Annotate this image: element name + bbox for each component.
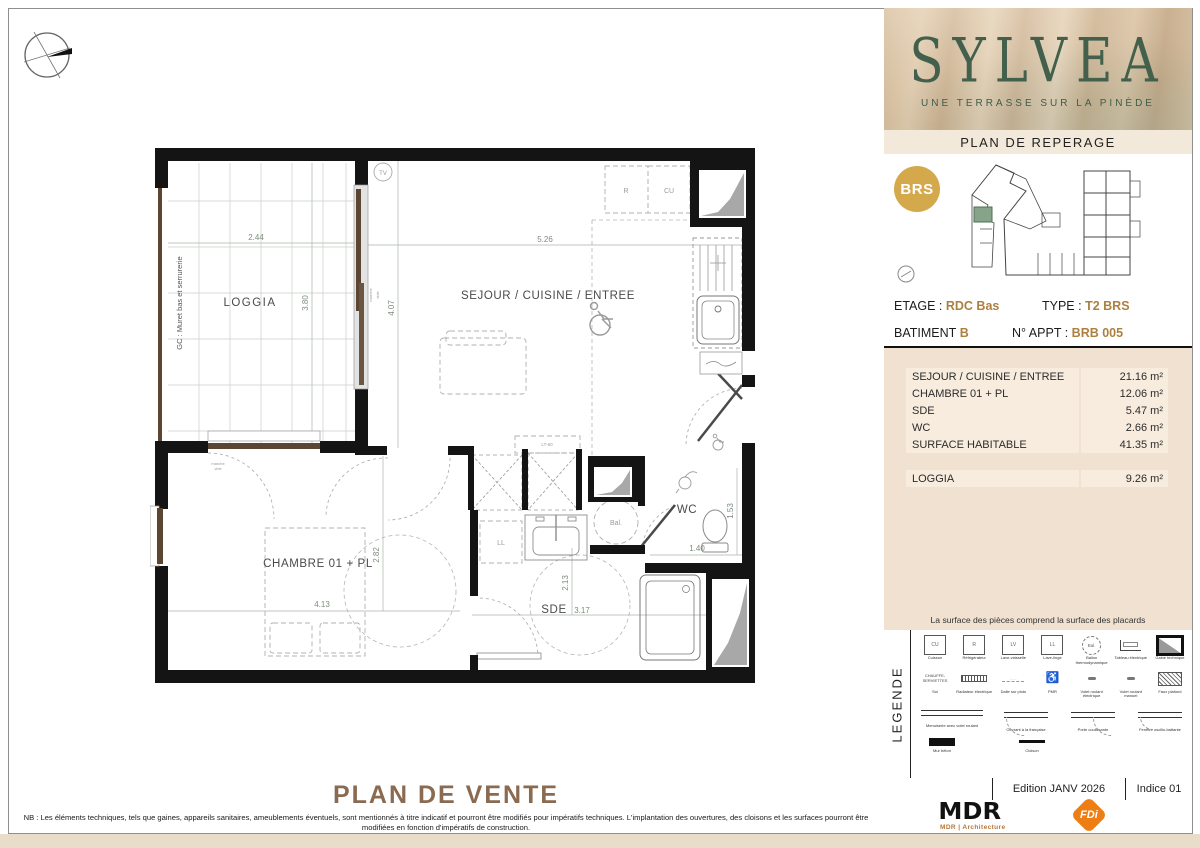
table-row — [906, 436, 1168, 453]
vide-note-2: vide — [214, 466, 222, 471]
row-label: CHAMBRE 01 + PL — [906, 385, 1079, 402]
table-row — [906, 368, 1168, 385]
table-row — [906, 419, 1168, 436]
label-wc: WC — [676, 504, 698, 516]
heater-label: Bal. — [609, 520, 623, 527]
row-label: WC — [906, 419, 1079, 436]
legend-item: Volet roulant manuel — [1113, 669, 1149, 700]
legend-item: Menuiserie avec volet roulant — [917, 703, 987, 733]
batiment-label: BATIMENT — [894, 325, 957, 340]
legend-item: CU Cuisson — [917, 635, 953, 666]
batiment-row — [884, 319, 1192, 348]
gaine-top-right — [699, 170, 746, 218]
dim-chambre-w: 4.13 — [314, 600, 330, 609]
row-value: 9.26 m² — [1081, 470, 1168, 487]
zone-dashes — [344, 220, 690, 655]
dim-sejour-h: 4.07 — [387, 300, 396, 316]
legend-item: Ouvrant à la française — [998, 703, 1054, 733]
table-row — [906, 402, 1168, 419]
bed — [265, 528, 365, 656]
dim-wc-w: 1.40 — [689, 544, 705, 553]
kitchen-sink — [693, 238, 742, 348]
brand-header — [884, 8, 1192, 131]
pillow — [320, 623, 360, 653]
dim-sde-h: 2.13 — [561, 575, 570, 591]
row-label: SURFACE HABITABLE — [906, 436, 1079, 453]
gaine-middle — [588, 462, 638, 502]
row-value: 2.66 m² — [1081, 419, 1168, 436]
wheelchair-icon-entry — [713, 434, 724, 450]
pillow — [270, 623, 312, 653]
dim-wc-h: 1.53 — [726, 503, 735, 519]
indice: Indice 01 — [1136, 783, 1182, 795]
mdr-logo — [940, 801, 1005, 831]
legend-item: Gaine technique — [1152, 635, 1188, 666]
logos-row — [884, 800, 1192, 832]
bottom-tan-strip — [0, 834, 1200, 848]
legend-item: LL Lave-linge — [1034, 635, 1070, 666]
electrical-niche — [700, 352, 742, 374]
fdi-logo-text: FDi — [1080, 808, 1098, 821]
legend-item: Porte coulissante — [1065, 703, 1121, 733]
dim-sejour-w: 5.26 — [537, 235, 553, 244]
appt-label: N° APPT : — [1012, 325, 1069, 340]
towel-rail — [477, 653, 541, 659]
legend-item: Mur béton — [917, 736, 967, 754]
north-compass-icon — [20, 28, 78, 86]
surface-table — [884, 348, 1192, 631]
sofa — [440, 338, 526, 394]
nb-disclaimer: NB : Les éléments techniques, tels que gaines, appareils sanitaires, ameublements éventuels, sont mentionnés à titre indicatif et pourront être modifiés pour impératifs techniques. L'implantation des ouvertures, des cloisons et les surfaces pourront être modifiées en fonction d'impératifs de construction. — [23, 813, 869, 833]
legend-item: R Réfrigérateur — [956, 635, 992, 666]
wheelchair-icon — [590, 303, 613, 336]
marche-note: marche — [368, 288, 373, 302]
walls — [155, 148, 755, 683]
legend-item: LV Lave-vaisselle — [995, 635, 1031, 666]
dim-loggia-w: 2.44 — [248, 233, 264, 242]
label-sejour: SEJOUR / CUISINE / ENTREE — [460, 290, 636, 302]
vide-note: vide — [375, 291, 380, 299]
plan-de-vente-title: PLAN DE VENTE — [332, 781, 560, 809]
label-loggia: LOGGIA — [223, 297, 277, 309]
appt-value: BRB 005 — [1071, 325, 1124, 340]
tv-marker — [374, 163, 392, 181]
mini-compass-icon — [896, 264, 916, 284]
batiment-value: B — [959, 325, 969, 340]
edition-date: Edition JANV 2026 — [993, 778, 1126, 800]
table-row — [906, 385, 1168, 402]
etage-label: ETAGE : — [894, 298, 943, 313]
shower — [640, 575, 700, 660]
mdr-logo-subtext: MDR | Architecture — [940, 824, 1006, 831]
legend — [884, 630, 1192, 779]
legend-item: Fenêtre oscillo-battante — [1132, 703, 1188, 733]
sde-vanity — [525, 515, 587, 560]
title-block-panel — [884, 8, 1192, 832]
edition-empty-cell — [884, 778, 993, 800]
gc-note: GC : Muret bas et serrurerie — [175, 256, 184, 350]
type-value: T2 BRS — [1085, 298, 1130, 313]
legend-item: Radiateur électrique — [956, 669, 992, 700]
etage-row — [884, 292, 1192, 321]
legend-title: LEGENDE — [889, 665, 905, 743]
fridge-label: R — [623, 188, 629, 195]
dimension-lines — [168, 161, 755, 615]
radiator-label: LT-60 — [541, 442, 553, 447]
row-label: SDE — [906, 402, 1079, 419]
row-value: 12.06 m² — [1081, 385, 1168, 402]
brs-badge: BRS — [894, 166, 940, 212]
gaine-bottom-right — [712, 579, 749, 667]
legend-item: Tableau électrique — [1113, 635, 1149, 666]
washer-label: LL — [497, 540, 505, 547]
brand-tagline: UNE TERRASSE SUR LA PINÈDE — [921, 97, 1155, 109]
brand-name: SYLVEA — [909, 25, 1167, 96]
windows — [150, 185, 368, 566]
floor-plan — [150, 143, 765, 690]
reperage-title: PLAN DE REPERAGE — [884, 130, 1192, 155]
type-label: TYPE : — [1042, 298, 1082, 313]
svg-text:TV: TV — [379, 171, 387, 177]
legend-item: CHAUFFE-SERVIETTES Sol — [922, 672, 948, 694]
mdr-logo-text: MDR — [938, 799, 1002, 825]
marche-note-2: marche — [211, 461, 225, 466]
etage-value: RDC Bas — [945, 298, 1000, 313]
label-chambre: CHAMBRE 01 + PL — [263, 558, 373, 570]
legend-item: - - - Dalle sur plots — [1000, 675, 1026, 694]
legend-title-strip — [884, 630, 911, 778]
legend-grid — [911, 630, 1192, 778]
legend-item: ♿ PMR — [1045, 672, 1060, 694]
legend-item: Faux plafond — [1152, 669, 1188, 700]
edition-row — [884, 778, 1192, 801]
locator-map — [884, 154, 1192, 294]
fdi-logo — [1071, 797, 1108, 834]
label-sde: SDE — [541, 604, 567, 616]
surface-note: La surface des pièces comprend la surface des placards — [930, 615, 1146, 625]
dim-loggia-h: 3.80 — [301, 295, 310, 311]
cooktop-label: CU — [663, 188, 675, 195]
legend-item: Volet roulant électrique — [1074, 669, 1110, 700]
toilet — [702, 510, 728, 552]
legend-item: Cloison — [1007, 736, 1057, 754]
table-row — [906, 470, 1168, 487]
row-value: 41.35 m² — [1081, 436, 1168, 453]
row-value: 5.47 m² — [1081, 402, 1168, 419]
dim-sde-w: 3.17 — [574, 606, 590, 615]
row-value: 21.16 m² — [1081, 368, 1168, 385]
legend-item: Bal. Ballon thermodynamique — [1074, 635, 1110, 666]
row-label: SEJOUR / CUISINE / ENTREE — [906, 368, 1079, 385]
pmr-icon: ♿ — [1045, 672, 1060, 685]
wc-handwash — [676, 472, 697, 493]
building-key-plan — [934, 157, 1174, 289]
highlighted-unit — [974, 207, 992, 222]
dim-chambre-h: 2.82 — [372, 547, 381, 563]
row-label: LOGGIA — [906, 470, 1079, 487]
